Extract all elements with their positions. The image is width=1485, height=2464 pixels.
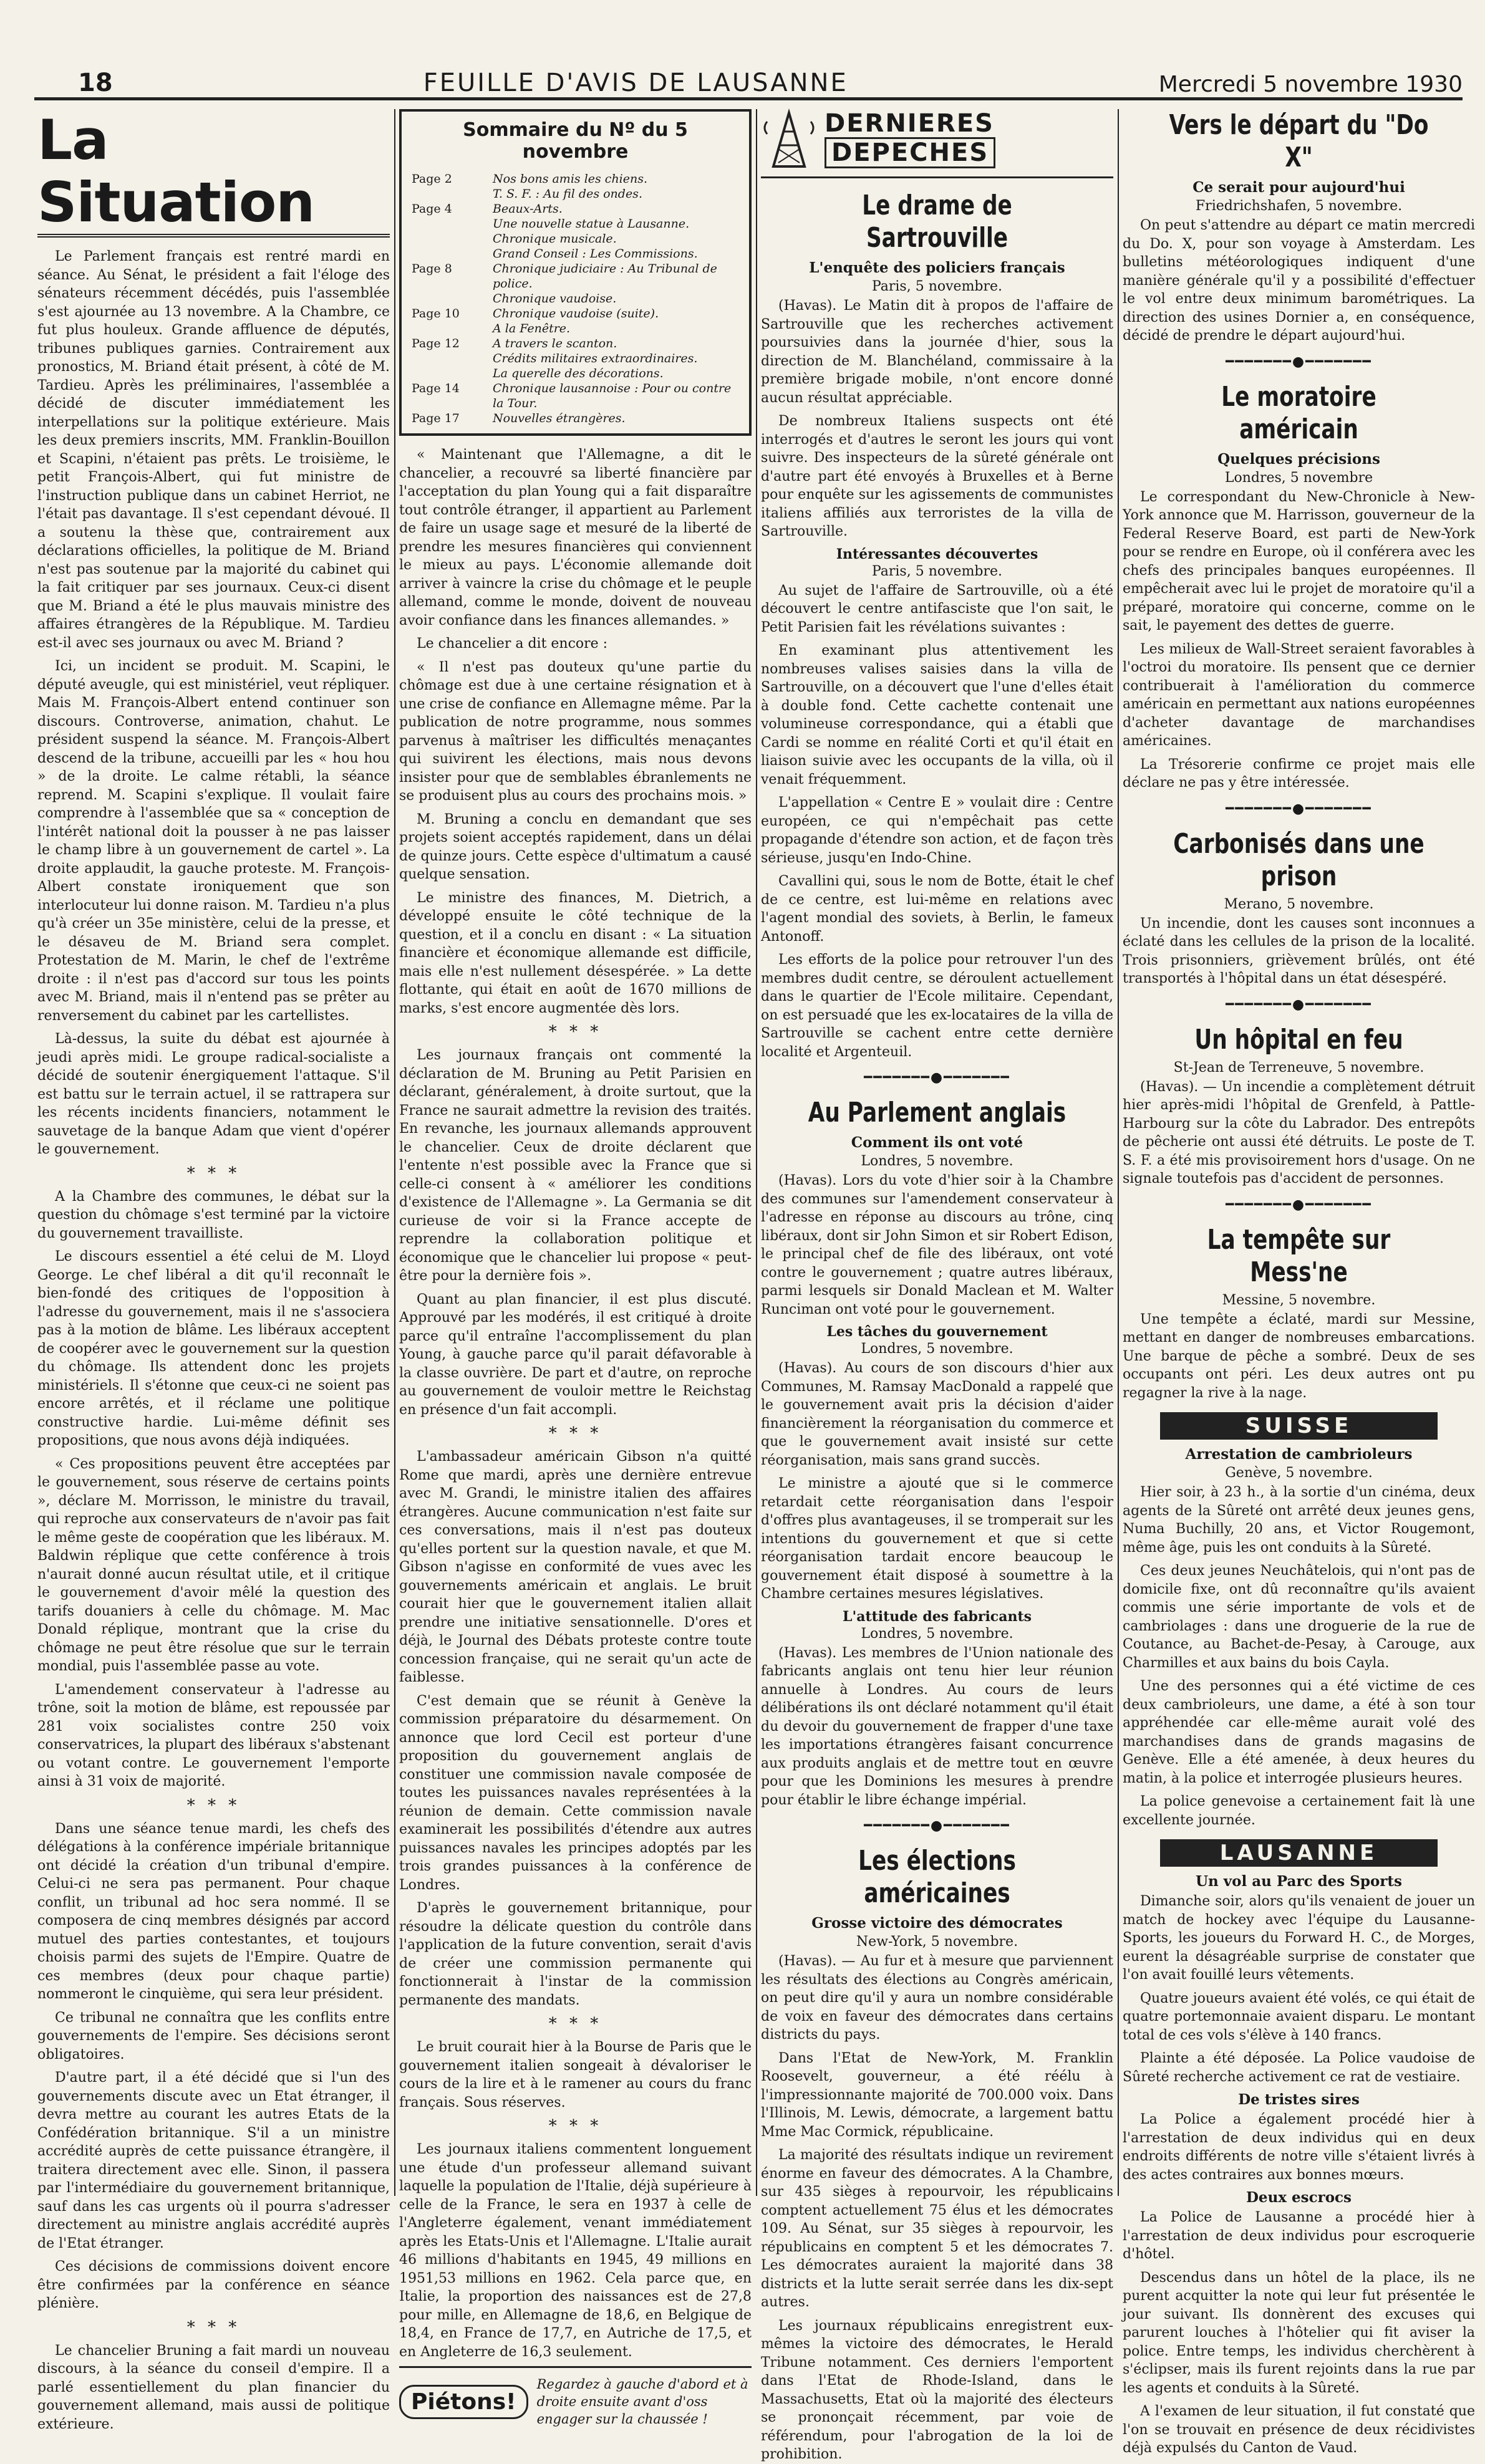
- article-paragraph: La Police a également procédé hier à l'arrestation de deux individus qui en deux endroits différents de notre ville s'étaient livrés à des actes contraires aux bonnes mœurs.: [1123, 2112, 1475, 2183]
- article-paragraph: Quatre joueurs avaient été volés, ce qui était de quatre portemonnaie avaient disparu. Le montant total de ces vols s'élève à 140 francs.: [1123, 1990, 1475, 2043]
- asterisk-separator: * * *: [548, 2117, 602, 2135]
- sommaire-row: Page 2 Nos bons amis les chiens.: [412, 172, 648, 186]
- dateline: Londres, 5 novembre: [1224, 469, 1373, 486]
- section-lausanne: LAUSANNE: [1160, 1839, 1438, 1867]
- article-paragraph: On peut s'attendre au départ ce matin mercredi du Do. X, pour son voyage à Amsterdam. Les bulletins météorologiques indiquent d'une manière générale qu'il y a possibilité d'effectuer le vol entre deux minimum barométriques. La direction des usines Dornier a, en conséquence, décidé de prendre le départ aujourd'hui.: [1123, 218, 1475, 344]
- logo-text: [825, 110, 995, 168]
- column-4: [1123, 109, 1475, 2456]
- article-paragraph: M. Bruning a conclu en demandant que ses projets soient acceptés rapidement, dans un délai de quinze jours. Cette espèce d'ultimatum a causé quelque sensation.: [399, 811, 752, 882]
- ornament-separator: ━━━━━━━●━━━━━━━: [864, 1070, 1010, 1085]
- headline: Le drame de Sartrouville: [862, 190, 1012, 254]
- article-paragraph: D'après le gouvernement britannique, pour résoudre la délicate question du contrôle dans l'application de la future convention, serait d'avis de créer une commission permanente qui fonctionnerait à l'instar de la commission permanente des mandats.: [399, 1900, 752, 2008]
- article-paragraph: Dans une séance tenue mardi, les chefs des délégations à la conférence impériale britannique ont décidé la création d'un tribunal d'empire. Celui-ci ne sera pas permanent. Pour chaque conflit, un tribunal ad hoc sera nommé. Il se composera de cinq membres désignés par accord mutuel des parties contestantes, et toujours choisis parmi des sujets de l'Empire. Quatre de ces membres (deux pour chaque partie) nommeront le cinquième, qui sera leur président.: [37, 1821, 390, 2002]
- column-divider: [394, 109, 395, 2196]
- ornament-separator: ━━━━━━━●━━━━━━━: [1226, 354, 1372, 370]
- sommaire-box: [399, 109, 752, 436]
- headline: Carbonisés dans une prison: [1173, 827, 1425, 892]
- dateline: Merano, 5 novembre.: [1224, 896, 1374, 912]
- logo-line-1: DERNIERES: [825, 109, 994, 138]
- article-paragraph: Le correspondant du New-Chronicle à New-York annonce que M. Harrisson, gouverneur de la Federal Reserve Board, est parti de New-York pour se rendre en Europe, où il conférera avec les chefs des principales banques européennes. Il empêcherait avec lui le projet de moratoire qu'il a préparé, moratoire qui concerne, comme on le sait, le payement des dettes de guerre.: [1123, 489, 1475, 633]
- headline: Le moratoire américain: [1221, 380, 1376, 445]
- asterisk-separator: * * *: [186, 1163, 241, 1183]
- divider: [761, 176, 1113, 178]
- headline: Un hôpital en feu: [1194, 1023, 1403, 1056]
- article-paragraph: (Havas). — Au fur et à mesure que parviennent les résultats des élections au Congrès américain, on peut dire qu'il y aura un nombre considérable de voix en faveur des démocrates dans certains districts du pays.: [761, 1953, 1113, 2043]
- radio-tower-icon: [761, 109, 817, 169]
- headline: Les élections américaines: [858, 1845, 1016, 1909]
- sommaire-row: Chronique musicale.: [493, 232, 617, 246]
- article-paragraph: Les journaux français ont commenté la déclaration de M. Bruning au Petit Parisien en déclarant, généralement, à droite surtout, que la France ne saurait admettre la revision des traités. En revanche, les journaux allemands approuvent le chancelier. Ceux de droite déclarent que l'entente n'est possible avec la France que si celle-ci consent à « améliorer les conditions d'existence de l'Allemagne ». La Germania se dit curieuse de voir si la France accepte de reprendre la collaboration politique et économique que le chancelier lui propose « peut-être pour la dernière fois ».: [399, 1047, 752, 1284]
- sommaire-row: A la Fenêtre.: [493, 322, 571, 335]
- ornament-separator: ━━━━━━━●━━━━━━━: [1226, 996, 1372, 1013]
- ornament-separator: ━━━━━━━●━━━━━━━: [864, 1818, 1010, 1834]
- column-divider: [1118, 109, 1119, 2196]
- page-number: 18: [78, 69, 113, 97]
- article-paragraph: Le chancelier Bruning a fait mardi un nouveau discours, à la séance du conseil d'empire. Il a parlé essentiellement du plan financier du gouvernement allemand, mais aussi de politique extérieure.: [37, 2342, 390, 2432]
- article-paragraph: « Il n'est pas douteux qu'une partie du chômage est due à une certaine résignation et à une crise de confiance en Allemagne même. Par la publication de notre programme, nous sommes parvenus à maîtriser les difficultés menaçantes qui suivirent les élections, mais nous devons insister pour que de semblables ébranlements ne se produisent plus au cours des prochains mois. »: [399, 659, 752, 804]
- article-paragraph: De nombreux Italiens suspects ont été interrogés et d'autres le seront les jours qui vont suivre. Des inspecteurs de la sûreté générale ont d'autre part été envoyés à Bruxelles et à Berne pour enquête sur les agissements de communistes italiens affiliés aux terroristes de la villa de Sartrouville.: [761, 413, 1113, 539]
- article-paragraph: Au sujet de l'affaire de Sartrouville, où a été découvert le centre antifasciste que l'on sait, le Petit Parisien fait les révélations suivantes :: [761, 582, 1113, 635]
- sommaire-row: Grand Conseil : Les Commissions.: [493, 247, 698, 261]
- headline: Au Parlement anglais: [808, 1097, 1067, 1129]
- sommaire-row: Page 8 Chronique judiciaire : Au Tribunal de police.: [412, 262, 717, 291]
- article-paragraph: Plainte a été déposée. La Police vaudoise de Sûreté recherche activement ce rat de vestiaire.: [1123, 2051, 1475, 2085]
- subheadline: Deux escrocs: [1246, 2189, 1352, 2206]
- sommaire-row: Page 17 Nouvelles étrangères.: [412, 411, 626, 425]
- article-paragraph: A l'examen de leur situation, il fut constaté que l'on se trouvait en présence de deux récidivistes déjà expulsés du Canton de Vaud.: [1123, 2404, 1475, 2456]
- article-paragraph: La Police de Lausanne a procédé hier à l'arrestation de deux individus pour escroquerie d'hôtel.: [1123, 2210, 1475, 2262]
- article-paragraph: Les journaux italiens commentent longuement une étude d'un professeur allemand suivant laquelle la population de l'Italie, déjà supérieure à celle de la France, le sera en 1937 à celle de l'Angleterre également, venant immédiatement après les Etats-Unis et l'Allemagne. L'Italie aurait 46 millions d'habitants en 1945, 49 millions en 1951,53 millions en 1962. Cela parce que, en Italie, la proportion des naissances est de 27,8 pour mille, en Allemagne de 18,6, en Belgique de 18,4, en France de 17,7, en Autriche de 17,5, et en Angleterre de 16,3 seulement.: [399, 2142, 752, 2360]
- article-paragraph: Quant au plan financier, il est plus discuté. Approuvé par les modérés, il est critiqué à droite parce qu'il entraîne l'accomplissement du plan Young, à gauche parce qu'il parait défavorable à la classe ouvrière. De part et d'autre, on reproche au gouvernement de vouloir mettre le Reichstag en présence d'un fait accompli.: [399, 1291, 752, 1418]
- article-paragraph: La Trésorerie confirme ce projet mais elle déclare ne pas y être intéressée.: [1123, 756, 1475, 791]
- subheadline: Arrestation de cambrioleurs: [1185, 1446, 1413, 1463]
- article-paragraph: A la Chambre des communes, le débat sur la question du chômage s'est terminé par la victoire du gouvernement travailliste.: [37, 1188, 390, 1241]
- dateline: Paris, 5 novembre.: [871, 563, 1003, 579]
- article-paragraph: Descendus dans un hôtel de la place, ils ne purent acquitter la note qui leur fut présentée le jour suivant. Ils donnèrent des excuses qui parurent louches à l'hôtelier qui fit aviser la police. Entre temps, les individus cherchèrent à s'éclipser, mais ils furent rejoints dans la rue par les agents et conduits à la Sûreté.: [1123, 2269, 1475, 2396]
- article-paragraph: Le chancelier a dit encore :: [417, 636, 608, 652]
- article-paragraph: Ces décisions de commissions doivent encore être confirmées par la conférence en séance plénière.: [37, 2259, 390, 2311]
- article-paragraph: (Havas). Au cours de son discours d'hier aux Communes, M. Ramsay MacDonald a rappelé que le gouvernement avait pris la décision d'aider financièrement la réorganisation du commerce et que le gouvernement avait insisté sur cette réorganisation, mais sans grand succès.: [761, 1360, 1113, 1468]
- pietons-message: Regardez à gauche d'abord et à droite ensuite avant d'oss engager sur la chaussée !: [536, 2377, 748, 2427]
- sommaire-row: Chronique vaudoise.: [493, 292, 617, 306]
- subheadline: Intéressantes découvertes: [836, 546, 1038, 562]
- asterisk-separator: * * *: [548, 1023, 602, 1041]
- ornament-separator: ━━━━━━━●━━━━━━━: [1226, 1196, 1372, 1213]
- dateline: Londres, 5 novembre.: [861, 1153, 1013, 1169]
- sommaire-row: La querelle des décorations.: [493, 367, 664, 380]
- sommaire-title: Sommaire du Nº du 5 novembre: [463, 119, 688, 163]
- article-paragraph: La majorité des résultats indique un revirement énorme en faveur des démocrates. A la Chambre, sur 435 sièges à repourvoir, les républicains comptent actuellement 75 élus et les démocrates 109. Au Sénat, sur 35 sièges à repourvoir, les républicains en comptent 5 et les démocrates 7. Les démocrates auraient la majorité dans 38 districts et la lutte serait serrée dans les dix-sept autres.: [761, 2147, 1113, 2310]
- article-paragraph: (Havas). Le Matin dit à propos de l'affaire de Sartrouville que les recherches activement poursuivies dans la journée d'hier, sous la direction de M. Blanchéland, commissaire à la première brigade mobile, n'ont encore donné aucun résultat appréciable.: [761, 298, 1113, 406]
- subheadline: Quelques précisions: [1217, 450, 1380, 468]
- article-paragraph: Le ministre des finances, M. Dietrich, a développé ensuite le côté technique de la question, et il a conclu en disant : « La situation financière et économique allemande est difficile, mais elle n'est nullement désespérée. » La dette flottante, qui était en août de 1670 millions de marks, s'est encore augmentée dès lors.: [399, 890, 752, 1016]
- article-paragraph: Cavallini qui, sous le nom de Botte, était le chef de ce centre, est lui-même en relations avec l'agent mondial des soviets, à Berlin, le fameux Antonoff.: [761, 873, 1113, 945]
- section-suisse: SUISSE: [1160, 1412, 1438, 1440]
- article-paragraph: L'appellation « Centre E » voulait dire : Centre européen, ce qui n'empêchait pas cette propagande d'étendre son action, et de façon très sérieuse, jusqu'en Indo-Chine.: [761, 795, 1113, 866]
- dateline: Messine, 5 novembre.: [1222, 1292, 1376, 1308]
- article-paragraph: « Ces propositions peuvent être acceptées par le gouvernement, sous réserve de certains points », déclare M. Morrisson, le ministre du travail, qui reproche aux conservateurs de n'avoir pas fait le même geste de coopération que les libéraux. M. Baldwin réplique que cette conférence à trois n'aurait donné aucun résultat utile, et il critique le gouvernement d'avoir mêlé la question des tarifs douaniers à celle du chômage. M. Mac Donald réplique, montrant que la crise du chômage ne peut être résolue que sur le terrain mondial, puis l'assemblée passe au vote.: [37, 1456, 390, 1674]
- article-paragraph: (Havas). Lors du vote d'hier soir à la Chambre des communes sur l'amendement conservateur à l'adresse en réponse au discours au trône, cinq libéraux, dont sir John Simon et sir Robert Edison, le principal chef de file des libéraux, ont voté contre le gouvernement ; quatre autres libéraux, parmi lesquels sir Donald Maclean et M. Walter Runciman ont voté pour le gouvernement.: [761, 1173, 1113, 1317]
- sommaire-row: Une nouvelle statue à Lausanne.: [493, 217, 690, 231]
- newspaper-title: FEUILLE D'AVIS DE LAUSANNE: [423, 69, 848, 97]
- subheadline: Grosse victoire des démocrates: [811, 1915, 1063, 1932]
- article-paragraph: Les efforts de la police pour retrouver l'un des membres dudit centre, se déroulent actuellement dans le quartier de l'Ecole militaire. Cependant, on est persuadé que les ex-locataires de la villa de Sartrouville se cachent entre cette dernière localité et Argenteuil.: [761, 952, 1113, 1060]
- sommaire-row: Page 4 Beaux-Arts.: [412, 202, 563, 216]
- dateline: Genève, 5 novembre.: [1225, 1465, 1373, 1481]
- dernieres-depeches-logo: [761, 109, 1113, 169]
- sommaire-row: Page 10 Chronique vaudoise (suite).: [412, 307, 659, 320]
- article-paragraph: Le Parlement français est rentré mardi en séance. Au Sénat, le président a fait l'éloge des sénateurs récemment décédés, puis l'assemblée s'est ajournée au 13 novembre. A la Chambre, ce fut plus houleux. Grande affluence de députés, tribunes publiques garnies. Contrairement aux pronostics, M. Briand était présent, à côté de M. Tardieu. Après les préliminaires, l'assemblée a décidé de discuter immédiatement les interpellations sur la politique extérieure. Mais les deux premiers inscrits, MM. Franklin-Bouillon et Scapini, n'étaient pas prêts. Le troisième, le petit François-Albert, qui fut ministre de l'instruction publique dans un cabinet Herriot, ne l'était pas davantage. Il s'est cependant dévoué. Il a soutenu la thèse que, contrairement aux déclarations officielles, la politique de M. Briand n'est pas soutenue par la majorité du cabinet qui la fait critiquer par ses journaux. Ceux-ci disent que M. Briand a été le plus mauvais ministre des affaires étrangères de la République. M. Tardieu est-il avec ses journaux ou avec M. Briand ?: [37, 249, 390, 651]
- article-paragraph: L'amendement conservateur à l'adresse au trône, soit la motion de blâme, est repoussée par 281 voix socialistes contre 250 voix conservatrices, la plupart des libéraux s'abstenant ou votant contre. Le gouvernement l'emporte ainsi à 31 voix de majorité.: [37, 1682, 390, 1789]
- dateline: Friedrichshafen, 5 novembre.: [1195, 198, 1403, 214]
- logo-line-2: DEPECHES: [825, 137, 995, 168]
- article-paragraph: En examinant plus attentivement les nombreuses valises saisies dans la villa de Sartrouville, on a découvert que l'une d'elles était à double fond. Cette cachette contenait une volumineuse correspondance, qui a établi que Cardi se nomme en réalité Corti et qu'il était en liaison suivie avec les occupants de la villa, où il venait fréquemment.: [761, 643, 1113, 787]
- article-paragraph: Une tempête a éclaté, mardi sur Messine, mettant en danger de nombreuses embarcations. Une barque de pêche a sombré. Deux de ses occupants ont péri. Les deux autres ont pu regagner la rive à la nage.: [1123, 1311, 1475, 1401]
- column-divider: [756, 109, 757, 2196]
- article-paragraph: Là-dessus, la suite du débat est ajournée à jeudi après midi. Le groupe radical-socialiste a décidé de soutenir énergiquement l'attaque. S'il est battu sur le terrain actuel, il se rattrapera sur les récents incidents financiers, notamment le sauvetage de la banque Adam que vient d'opérer le gouvernement.: [37, 1031, 390, 1157]
- article-paragraph: Ici, un incident se produit. M. Scapini, le député aveugle, qui est ministériel, veut répliquer. Mais M. François-Albert entend continuer son discours. Controverse, animation, chahut. Le président suspend la séance. M. François-Albert descend de la tribune, accueilli par les « hou hou » de la droite. Le calme rétabli, la séance reprend. M. Scapini s'explique. Il voulait faire comprendre à l'assemblée que sa « conception de l'intérêt national doit la pousser à ne pas laisser le champ libre à un gouvernement de cartel ». La droite applaudit, la gauche proteste. M. François-Albert constate ironiquement que son interlocuteur lui donne raison. M. Tardieu n'a plus qu'à créer un 35e ministère, celui de la presse, et le désaveu de M. Briand sera complet. Protestation de M. Marin, le chef de l'extrême droite : il n'est pas d'accord sur tous les points avec M. Briand, mais il n'entend pas se prêter au renversement du cabinet par les cartellistes.: [37, 658, 390, 1024]
- article-paragraph: Le ministre a ajouté que si le commerce retardait cette réorganisation dans l'espoir d'offres plus avantageuses, il se tromperait sur les intentions du gouvernement et que si cette réorganisation tardait encore beaucoup le gouvernement était disposé à soumettre à la Chambre certaines mesures législatives.: [761, 1476, 1113, 1602]
- article-paragraph: D'autre part, il a été décidé que si l'un des gouvernements discute avec un Etat étranger, il devra mettre au courant les autres Etats de la Confédération britannique. S'il a un ministre accrédité auprès de cette puissance étrangère, il traitera directement avec elle. Sinon, il passera par l'intermédiaire du gouvernement britannique, sauf dans les cas urgents où il pourra s'adresser directement au ministre anglais accrédité auprès de l'Etat étranger.: [37, 2070, 390, 2251]
- sommaire-row: Crédits militaires extraordinaires.: [493, 352, 698, 365]
- sommaire-row: Page 14 Chronique lausannoise : Pour ou contre la Tour.: [412, 382, 732, 410]
- pietons-notice: [399, 2366, 752, 2428]
- subheadline: Comment ils ont voté: [851, 1134, 1023, 1151]
- article-paragraph: L'ambassadeur américain Gibson n'a quitté Rome que mardi, après une dernière entrevue avec M. Grandi, le ministre italien des affaires étrangères. Aucune communication n'est faite sur ces conversations, mais il n'est pas douteux qu'elles portent sur la question navale, et que M. Gibson n'agisse en conformité de vues avec les gouvernements américain et anglais. Le bruit courait hier que le gouvernement italien allait prendre une initiative sensationnelle. D'ores et déjà, le Journal des Débats proteste contre toute concession française, qui ne serait qu'un acte de faiblesse.: [399, 1449, 752, 1685]
- column-1: [37, 108, 390, 2432]
- article-paragraph: C'est demain que se réunit à Genève la commission préparatoire du désarmement. On annonce que lord Cecil est porteur d'une proposition du gouvernement anglais de constituer une commission navale composée de toutes les puissances navales représentées à la réunion de demain. Cette commission navale examinerait les possibilités d'étendre aux autres puissances navales les principes adoptés par les trois grandes puissances à la conférence de Londres.: [399, 1693, 752, 1893]
- la-situation-title: La Situation: [37, 109, 390, 238]
- headline: La tempête sur Mess'ne: [1207, 1223, 1391, 1288]
- pietons-badge: Piétons!: [399, 2385, 528, 2419]
- dateline: Paris, 5 novembre.: [871, 279, 1003, 294]
- article-paragraph: « Maintenant que l'Allemagne, a dit le chancelier, a recouvré sa liberté financière par l'acceptation du plan Young qui a fait disparaître tout contrôle étranger, il appartient au Parlement de faire un usage sage et mesuré de la liberté de prendre les mesures financières qui conviennent le mieux au pays. L'économie allemande doit arriver à vaincre la crise du chômage et le peuple allemand, comme le monde, doivent de nouveau avoir confiance dans les finances allemandes. »: [399, 447, 752, 628]
- article-paragraph: Ces deux jeunes Neuchâtelois, qui n'ont pas de domicile fixe, ont dû reconnaître qu'ils avaient commis une série importante de vols et de cambriolages : dans une droguerie de la rue de Coutance, au Bachet-de-Pesay, à Carouge, aux Charmilles et aux bains du bois Cayla.: [1123, 1563, 1475, 1671]
- dateline: New-York, 5 novembre.: [856, 1934, 1018, 1950]
- dateline: Londres, 5 novembre.: [861, 1341, 1013, 1357]
- article-paragraph: Le discours essentiel a été celui de M. Lloyd George. Le chef libéral a dit qu'il reconnaît le bien-fondé des critiques de l'opposition à l'adresse du gouvernement, mais il ne s'associera pas à la motion de blâme. Les libéraux acceptent de coopérer avec le gouvernement sur la question du chômage. Ils attendent donc les projets ministériels. Il s'étonne que ceux-ci ne soient pas encore arrêtés, et il réclame une politique constructive hardie. Lui-même définit ses propositions, que nous avons déjà indiquées.: [37, 1249, 390, 1448]
- article-paragraph: Dimanche soir, alors qu'ils venaient de jouer un match de hockey avec l'équipe du Lausanne-Sports, les joueurs du Forward H. C., de Morges, eurent la désagréable surprise de constater que l'on avait fouillé leurs vêtements.: [1123, 1894, 1475, 1983]
- article-paragraph: Les milieux de Wall-Street seraient favorables à l'octroi du moratoire. Ils pensent que ce dernier contribuerait à l'amélioration du commerce américain en permettant aux nations européennes d'acheter davantage de marchandises américaines.: [1123, 641, 1475, 749]
- dateline: St-Jean de Terreneuve, 5 novembre.: [1173, 1059, 1425, 1076]
- subheadline: De tristes sires: [1238, 2091, 1360, 2108]
- asterisk-separator: * * *: [548, 2014, 602, 2033]
- ornament-separator: ━━━━━━━●━━━━━━━: [1226, 801, 1372, 817]
- issue-date: Mercredi 5 novembre 1930: [1158, 72, 1463, 97]
- article-paragraph: Dans l'Etat de New-York, M. Franklin Roosevelt, gouverneur, a été réélu à l'impressionnante majorité de 700.000 voix. Dans l'Illinois, M. Lewis, démocrate, a largement battu Mme Mac Cormick, républicaine.: [761, 2050, 1113, 2140]
- article-paragraph: (Havas). Les membres de l'Union nationale des fabricants anglais ont tenu hier leur réunion annuelle à Londres. Au cours de leurs délibérations ils ont déclaré notamment qu'il était du devoir du gouvernement de frapper d'une taxe les importations étrangères faisant concurrence aux produits anglais et de mettre tout en œuvre pour que les Dominions les mesures à prendre pour établir le libre échange impérial.: [761, 1645, 1113, 1808]
- asterisk-separator: * * *: [548, 1424, 602, 1443]
- article-paragraph: La police genevoise a certainement fait là une excellente journée.: [1123, 1794, 1475, 1828]
- column-2: [399, 109, 752, 2427]
- subheadline: L'attitude des fabricants: [842, 1608, 1032, 1625]
- subheadline: Les tâches du gouvernement: [826, 1324, 1048, 1340]
- asterisk-separator: * * *: [186, 1796, 241, 1815]
- article-paragraph: Un incendie, dont les causes sont inconnues a éclaté dans les cellules de la prison de la localité. Trois prisonniers, grièvement brûlés, ont été transportés à l'hôpital dans un état désespéré.: [1123, 915, 1475, 986]
- page-header: [34, 55, 1463, 100]
- subheadline: L'enquête des policiers français: [809, 259, 1065, 276]
- article-paragraph: Les journaux républicains enregistrent eux-mêmes la victoire des démocrates, le Herald Tribune notamment. Ces derniers l'emportent dans l'Etat de Rhode-Island, dans le Massachusetts, Etat où la majorité des électeurs se prononçait récemment, par voie de référendum, pour l'abrogation de la loi de prohibition.: [761, 2317, 1113, 2462]
- article-paragraph: (Havas). — Un incendie a complètement détruit hier après-midi l'hôpital de Grenfeld, à Pattle-Harbourg sur la côte du Labrador. Des entrepôts de pêcherie ont aussi été détruits. Le poste de T. S. F. a été mis provisoirement hors d'usage. On ne signale toutefois pas d'accident de personnes.: [1123, 1079, 1475, 1186]
- sommaire-row: Page 12 A travers le scanton.: [412, 337, 617, 350]
- article-paragraph: Ce tribunal ne connaîtra que les conflits entre gouvernements de l'empire. Ses décisions seront obligatoires.: [37, 2009, 390, 2062]
- sommaire-row: T. S. F. : Au fil des ondes.: [493, 187, 642, 201]
- column-3: [761, 109, 1113, 2462]
- dateline: Londres, 5 novembre.: [861, 1625, 1013, 1642]
- subheadline: Ce serait pour aujourd'hui: [1192, 179, 1405, 196]
- headline: Vers le départ du "Do X": [1169, 109, 1429, 173]
- article-paragraph: Une des personnes qui a été victime de ces deux cambrioleurs, une dame, a été à son tour appréhendée car elle-même aurait volé des marchandises dans de grands magasins de Genève. Elle a été amenée, à deux heures du matin, à la police et interrogée plusieurs heures.: [1123, 1678, 1475, 1786]
- article-paragraph: Hier soir, à 23 h., à la sortie d'un cinéma, deux agents de la Sûreté ont arrêté deux jeunes gens, Numa Buchilly, 20 ans, et Victor Rougemont, même âge, puis les ont conduits à la Sûreté.: [1123, 1485, 1475, 1556]
- article-paragraph: Le bruit courait hier à la Bourse de Paris que le gouvernement italien songeait à dévaloriser le cours de la lire et à le ramener au cours du franc français. Sous réserves.: [399, 2039, 752, 2110]
- asterisk-separator: * * *: [186, 2317, 241, 2337]
- subheadline: Un vol au Parc des Sports: [1196, 1873, 1402, 1890]
